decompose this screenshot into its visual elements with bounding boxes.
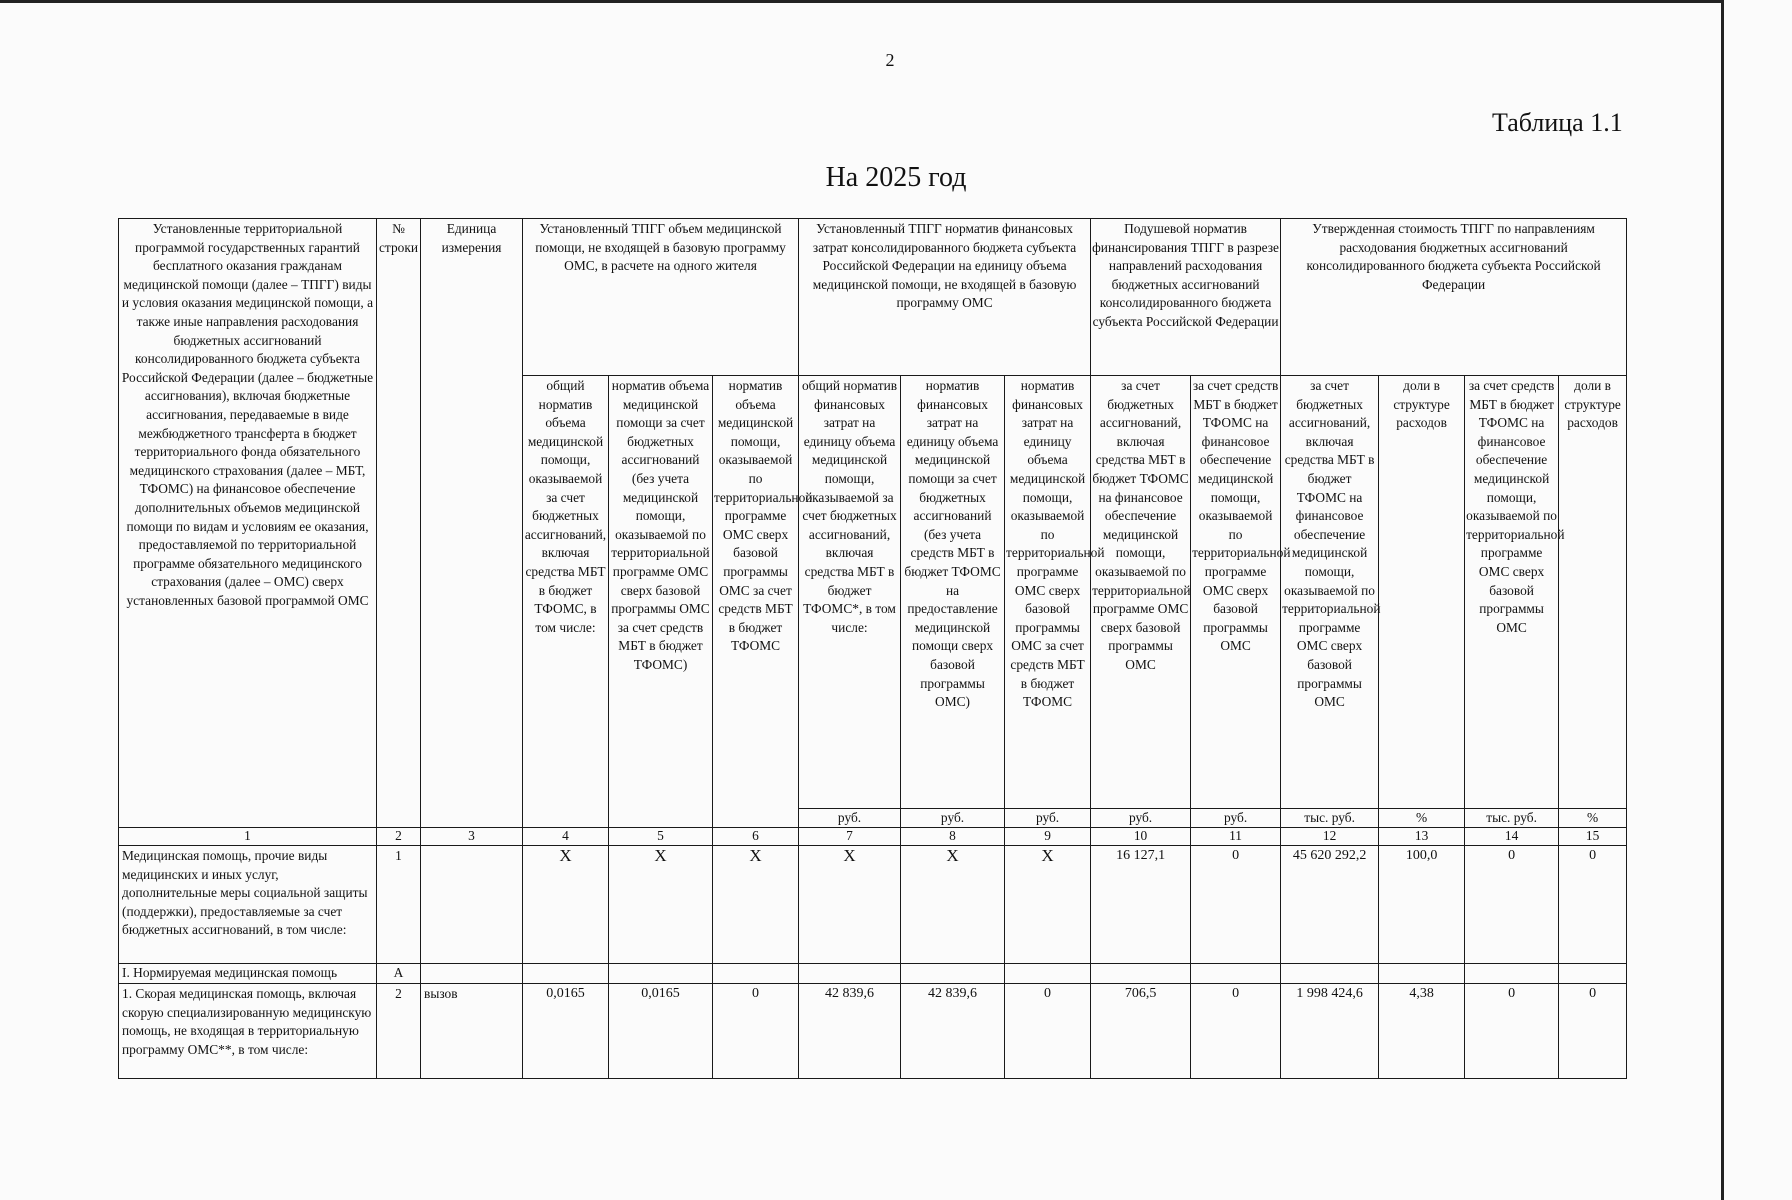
table-cell: 706,5 [1091, 984, 1191, 1079]
row-label: 1. Скорая медицинская помощь, включая скорую специализированную медицинскую помощь, не входящая в территориальную программу ОМС**, в том числе: [119, 984, 377, 1079]
column-number: 2 [377, 828, 421, 846]
column-number: 13 [1379, 828, 1465, 846]
table-cell: 16 127,1 [1091, 846, 1191, 964]
table-cell [1281, 964, 1379, 984]
header-unit-of-measure: Единица измерения [421, 219, 523, 828]
page-number: 2 [885, 50, 895, 70]
table-cell: 0 [713, 984, 799, 1079]
table-cell: 1 998 424,6 [1281, 984, 1379, 1079]
table-cell [1191, 964, 1281, 984]
header-service-type: Установленные территориальной программой государственных гарантий бесплатного оказания гражданам медицинской помощи (далее – ТПГГ) виды и условия оказания медицинской помощи, а также иные направления расходования бюджетных ассигнований консолидированного бюджета субъекта Российской Федерации (далее – бюджетные ассигнования), включая бюджетные ассигнования, передаваемые в виде межбюджетного трансферта в бюджет территориального фонда обязательного медицинского страхования (далее – МБТ, ТФОМС) на финансовое обеспечение дополнительных объемов медицинской помощи по видам и условиям ее оказания, предоставляемой по территориальной программе обязательного медицинского страхования (далее – ОМС) сверх установленных базовой программой ОМС [119, 219, 377, 828]
expenditure-table [118, 218, 1627, 1079]
header-group-approved-cost: Утвержденная стоимость ТПГГ по направлениям расходования бюджетных ассигнований консолидированного бюджета субъекта Российской Федерации [1281, 219, 1627, 376]
table-cell [901, 964, 1005, 984]
header-col-12: за счет бюджетных ассигнований, включая средства МБТ в бюджет ТФОМС на финансовое обеспечение медицинской помощи, оказываемой по территориальной программе ОМС сверх базовой программы ОМС [1281, 376, 1379, 809]
column-number: 8 [901, 828, 1005, 846]
table-cell [799, 964, 901, 984]
row-unit [421, 964, 523, 984]
row-label: Медицинская помощь, прочие виды медицинских и иных услуг, дополнительные меры социальной защиты (поддержки), предоставляемые за счет бюджетных ассигнований, в том числе: [119, 846, 377, 964]
table-cell [1465, 964, 1559, 984]
table-cell: X [901, 846, 1005, 964]
unit-col-10: руб. [1091, 808, 1191, 828]
header-col-8: норматив финансовых затрат на единицу объема медицинской помощи за счет бюджетных ассигнований (без учета средств МБТ в бюджет ТФОМС на предоставление медицинской помощи сверх базовой программы ОМС) [901, 376, 1005, 809]
row-unit [421, 846, 523, 964]
header-group-volume: Установленный ТПГГ объем медицинской помощи, не входящей в базовую программу ОМС, в расчете на одного жителя [523, 219, 799, 376]
row-number: 2 [377, 984, 421, 1079]
table-cell [1379, 964, 1465, 984]
table-cell: 45 620 292,2 [1281, 846, 1379, 964]
table-cell [1091, 964, 1191, 984]
unit-col-14: тыс. руб. [1465, 808, 1559, 828]
row-number: 1 [377, 846, 421, 964]
table-cell: 100,0 [1379, 846, 1465, 964]
table-cell: 0 [1465, 984, 1559, 1079]
column-number: 7 [799, 828, 901, 846]
unit-col-8: руб. [901, 808, 1005, 828]
unit-col-6 [713, 808, 799, 828]
table-cell: 0 [1465, 846, 1559, 964]
table-cell: 0,0165 [523, 984, 609, 1079]
table-cell: 4,38 [1379, 984, 1465, 1079]
table-cell: X [609, 846, 713, 964]
table-row [119, 984, 1627, 1079]
unit-col-13: % [1379, 808, 1465, 828]
column-number: 11 [1191, 828, 1281, 846]
unit-col-12: тыс. руб. [1281, 808, 1379, 828]
unit-col-4 [523, 808, 609, 828]
table-cell: 0 [1559, 846, 1627, 964]
header-col-5: норматив объема медицинской помощи за счет бюджетных ассигнований (без учета медицинской помощи, оказываемой по территориальной программе ОМС сверх базовой программы ОМС за счет средств МБТ в бюджет ТФОМС) [609, 376, 713, 809]
scan-top-edge [0, 0, 1724, 3]
table-cell: X [1005, 846, 1091, 964]
table-cell: X [799, 846, 901, 964]
header-row-number: № строки [377, 219, 421, 828]
table-cell: 0 [1191, 846, 1281, 964]
header-col-7: общий норматив финансовых затрат на единицу объема медицинской помощи, оказываемой за счет бюджетных ассигнований, включая средства МБТ в бюджет ТФОМС*, в том числе: [799, 376, 901, 809]
header-group-per-capita: Подушевой норматив финансирования ТПГГ в разрезе направлений расходования бюджетных ассигнований консолидированного бюджета субъекта Российской Федерации [1091, 219, 1281, 376]
row-label: I. Нормируемая медицинская помощь [119, 964, 377, 984]
column-number: 9 [1005, 828, 1091, 846]
unit-col-9: руб. [1005, 808, 1091, 828]
column-number: 15 [1559, 828, 1627, 846]
header-col-15: доли в структуре расходов [1559, 376, 1627, 809]
header-col-10: за счет бюджетных ассигнований, включая средства МБТ в бюджет ТФОМС на финансовое обеспечение медицинской помощи, оказываемой по территориальной программе ОМС сверх базовой программы ОМС [1091, 376, 1191, 809]
column-number: 4 [523, 828, 609, 846]
table-cell: X [523, 846, 609, 964]
header-col-13: доли в структуре расходов [1379, 376, 1465, 809]
table-cell: 42 839,6 [799, 984, 901, 1079]
header-col-14: за счет средств МБТ в бюджет ТФОМС на финансовое обеспечение медицинской помощи, оказываемой по территориальной программе ОМС сверх базовой программы ОМС [1465, 376, 1559, 809]
column-number: 3 [421, 828, 523, 846]
table-cell: X [713, 846, 799, 964]
table-row [119, 846, 1627, 964]
header-group-cost-norm: Установленный ТПГГ норматив финансовых затрат консолидированного бюджета субъекта Российской Федерации на единицу объема медицинской помощи, не входящей в базовую программу ОМС [799, 219, 1091, 376]
row-unit: вызов [421, 984, 523, 1079]
unit-col-15: % [1559, 808, 1627, 828]
header-col-9: норматив финансовых затрат на единицу объема медицинской помощи, оказываемой по территориальной программе ОМС сверх базовой программы ОМС за счет средств МБТ в бюджет ТФОМС [1005, 376, 1091, 809]
unit-col-7: руб. [799, 808, 901, 828]
header-col-11: за счет средств МБТ в бюджет ТФОМС на финансовое обеспечение медицинской помощи, оказываемой по территориальной программе ОМС сверх базовой программы ОМС [1191, 376, 1281, 809]
table-cell [713, 964, 799, 984]
header-col-4: общий норматив объема медицинской помощи, оказываемой за счет бюджетных ассигнований, включая средства МБТ в бюджет ТФОМС, в том числе: [523, 376, 609, 809]
table-cell [609, 964, 713, 984]
header-col-6: норматив объема медицинской помощи, оказываемой по территориальной программе ОМС сверх базовой программы ОМС за счет средств МБТ в бюджет ТФОМС [713, 376, 799, 809]
document-title: На 2025 год [825, 162, 967, 193]
table-cell: 0,0165 [609, 984, 713, 1079]
unit-col-11: руб. [1191, 808, 1281, 828]
row-number: А [377, 964, 421, 984]
table-cell [523, 964, 609, 984]
column-number: 12 [1281, 828, 1379, 846]
table-cell [1559, 964, 1627, 984]
column-number: 1 [119, 828, 377, 846]
table-row [119, 964, 1627, 984]
table-cell: 42 839,6 [901, 984, 1005, 1079]
table-cell: 0 [1559, 984, 1627, 1079]
table-cell: 0 [1191, 984, 1281, 1079]
column-number: 14 [1465, 828, 1559, 846]
column-number-row [119, 828, 1627, 846]
unit-col-5 [609, 808, 713, 828]
column-number: 6 [713, 828, 799, 846]
table-cell [1005, 964, 1091, 984]
table-label: Таблица 1.1 [1492, 108, 1623, 137]
table-cell: 0 [1005, 984, 1091, 1079]
column-number: 10 [1091, 828, 1191, 846]
column-number: 5 [609, 828, 713, 846]
